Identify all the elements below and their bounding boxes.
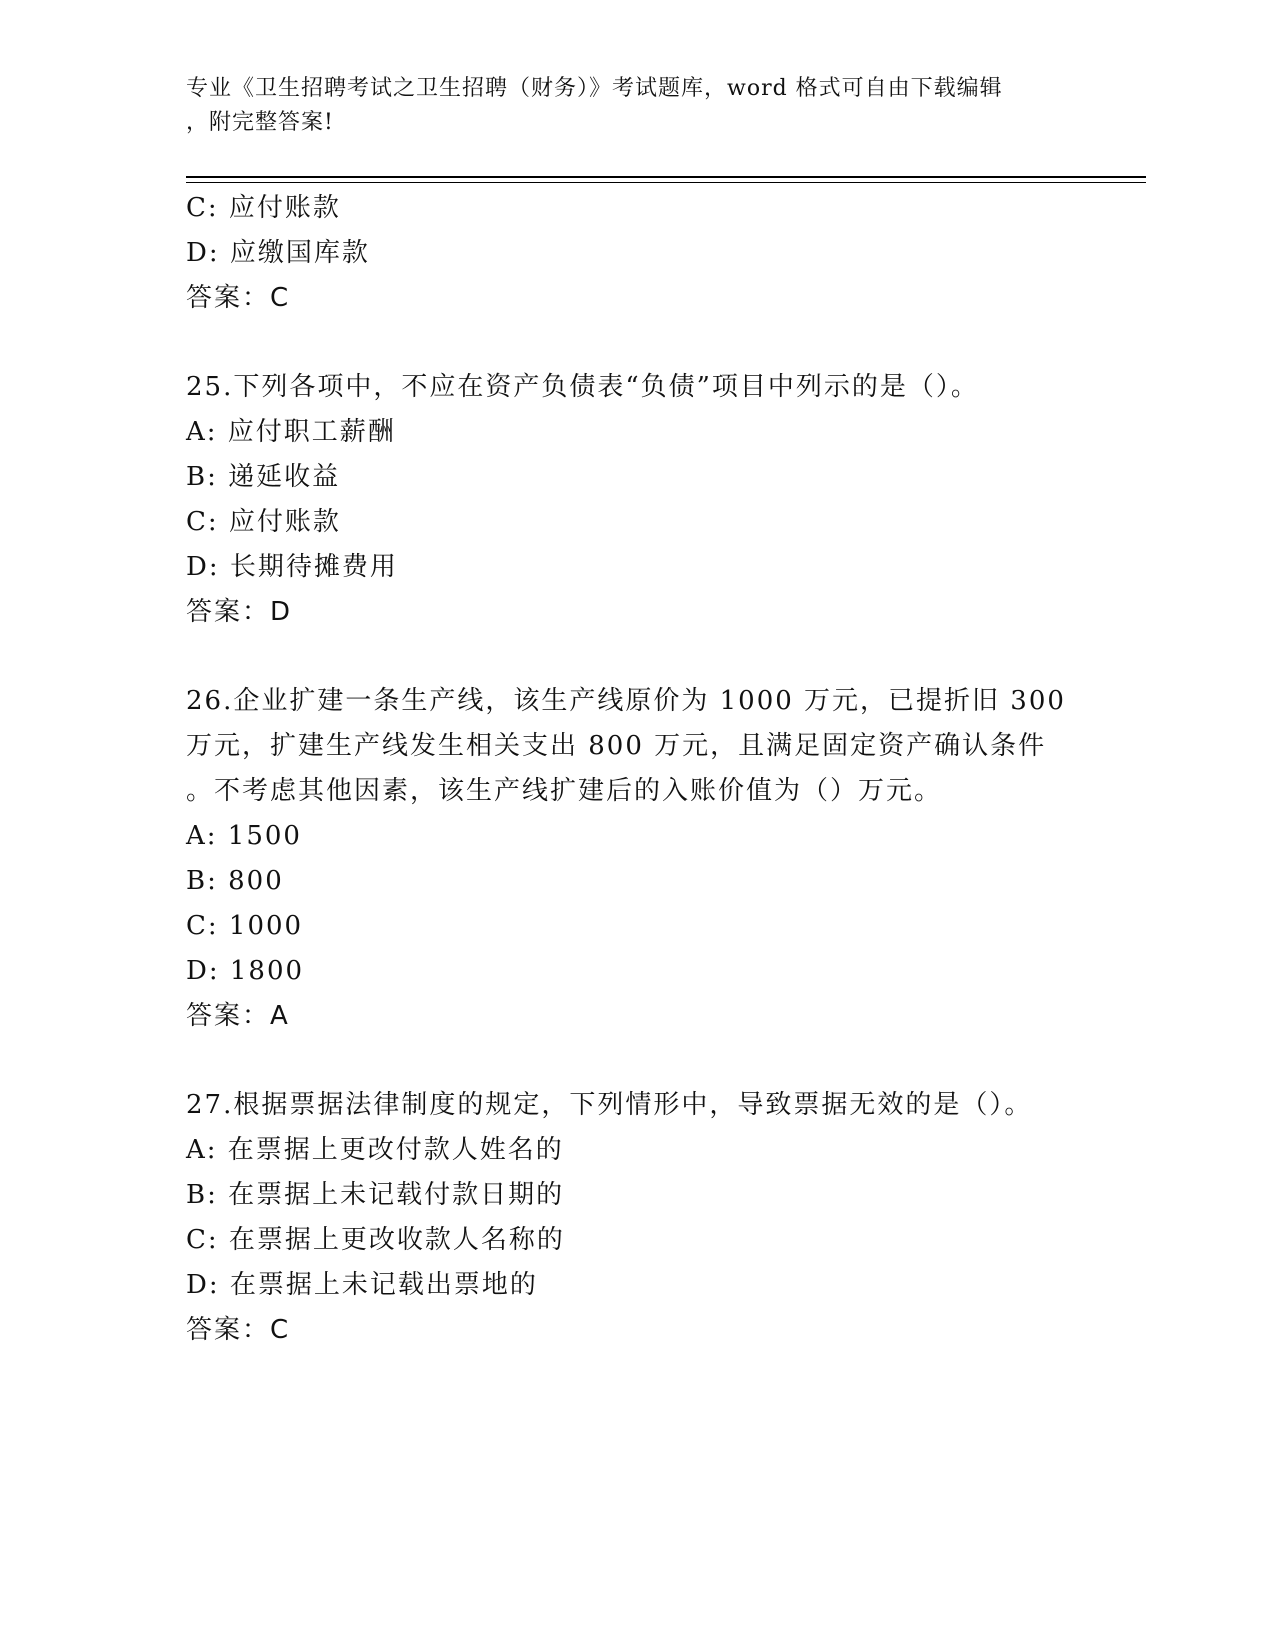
question-stem: 27.根据票据法律制度的规定，下列情形中，导致票据无效的是（）。 [186,1090,1033,1120]
option-c: C: 在票据上更改收款人名称的 [186,1225,565,1255]
option-d: D: 1800 [186,956,305,986]
spacer [186,1039,1086,1083]
option-b: B: 在票据上未记载付款日期的 [186,1180,565,1210]
question-24-tail [186,186,1086,321]
answer-line: 答案：A [186,1001,290,1031]
spacer [186,321,1086,365]
question-26 [186,679,1086,1039]
option-c: C: 应付账款 [186,507,341,537]
answer-line: 答案：C [186,1315,291,1345]
question-stem-line-2: 万元，扩建生产线发生相关支出 800 万元，且满足固定资产确认条件 [186,731,1047,761]
question-list [186,186,1086,1353]
option-b: B: 递延收益 [186,462,341,492]
header-line-1: 专业《卫生招聘考试之卫生招聘（财务）》考试题库，word 格式可自由下载编辑 [186,76,1003,101]
answer-line: 答案：C [186,283,291,313]
option-a: A: 1500 [186,821,302,851]
spacer [186,635,1086,679]
header-line-2: ，附完整答案! [186,110,334,135]
question-stem: 25.下列各项中，不应在资产负债表“负债”项目中列示的是（）。 [186,372,979,402]
option-c: C: 1000 [186,911,304,941]
option-a: A: 在票据上更改付款人姓名的 [186,1135,564,1165]
option-d: D: 应缴国库款 [186,238,370,268]
question-stem-line-3: 。不考虑其他因素，该生产线扩建后的入账价值为（）万元。 [186,776,943,806]
option-d: D: 长期待摊费用 [186,552,398,582]
answer-line: 答案：D [186,597,293,627]
question-27 [186,1083,1086,1353]
question-stem-line-1: 26.企业扩建一条生产线，该生产线原价为 1000 万元，已提折旧 300 [186,686,1066,716]
option-d: D: 在票据上未记载出票地的 [186,1270,538,1300]
document-header [186,72,1066,140]
option-b: B: 800 [186,866,284,896]
question-25 [186,365,1086,635]
header-divider-thin [186,182,1146,183]
option-a: A: 应付职工薪酬 [186,417,396,447]
header-divider-thick [186,176,1146,178]
option-c: C: 应付账款 [186,193,341,223]
